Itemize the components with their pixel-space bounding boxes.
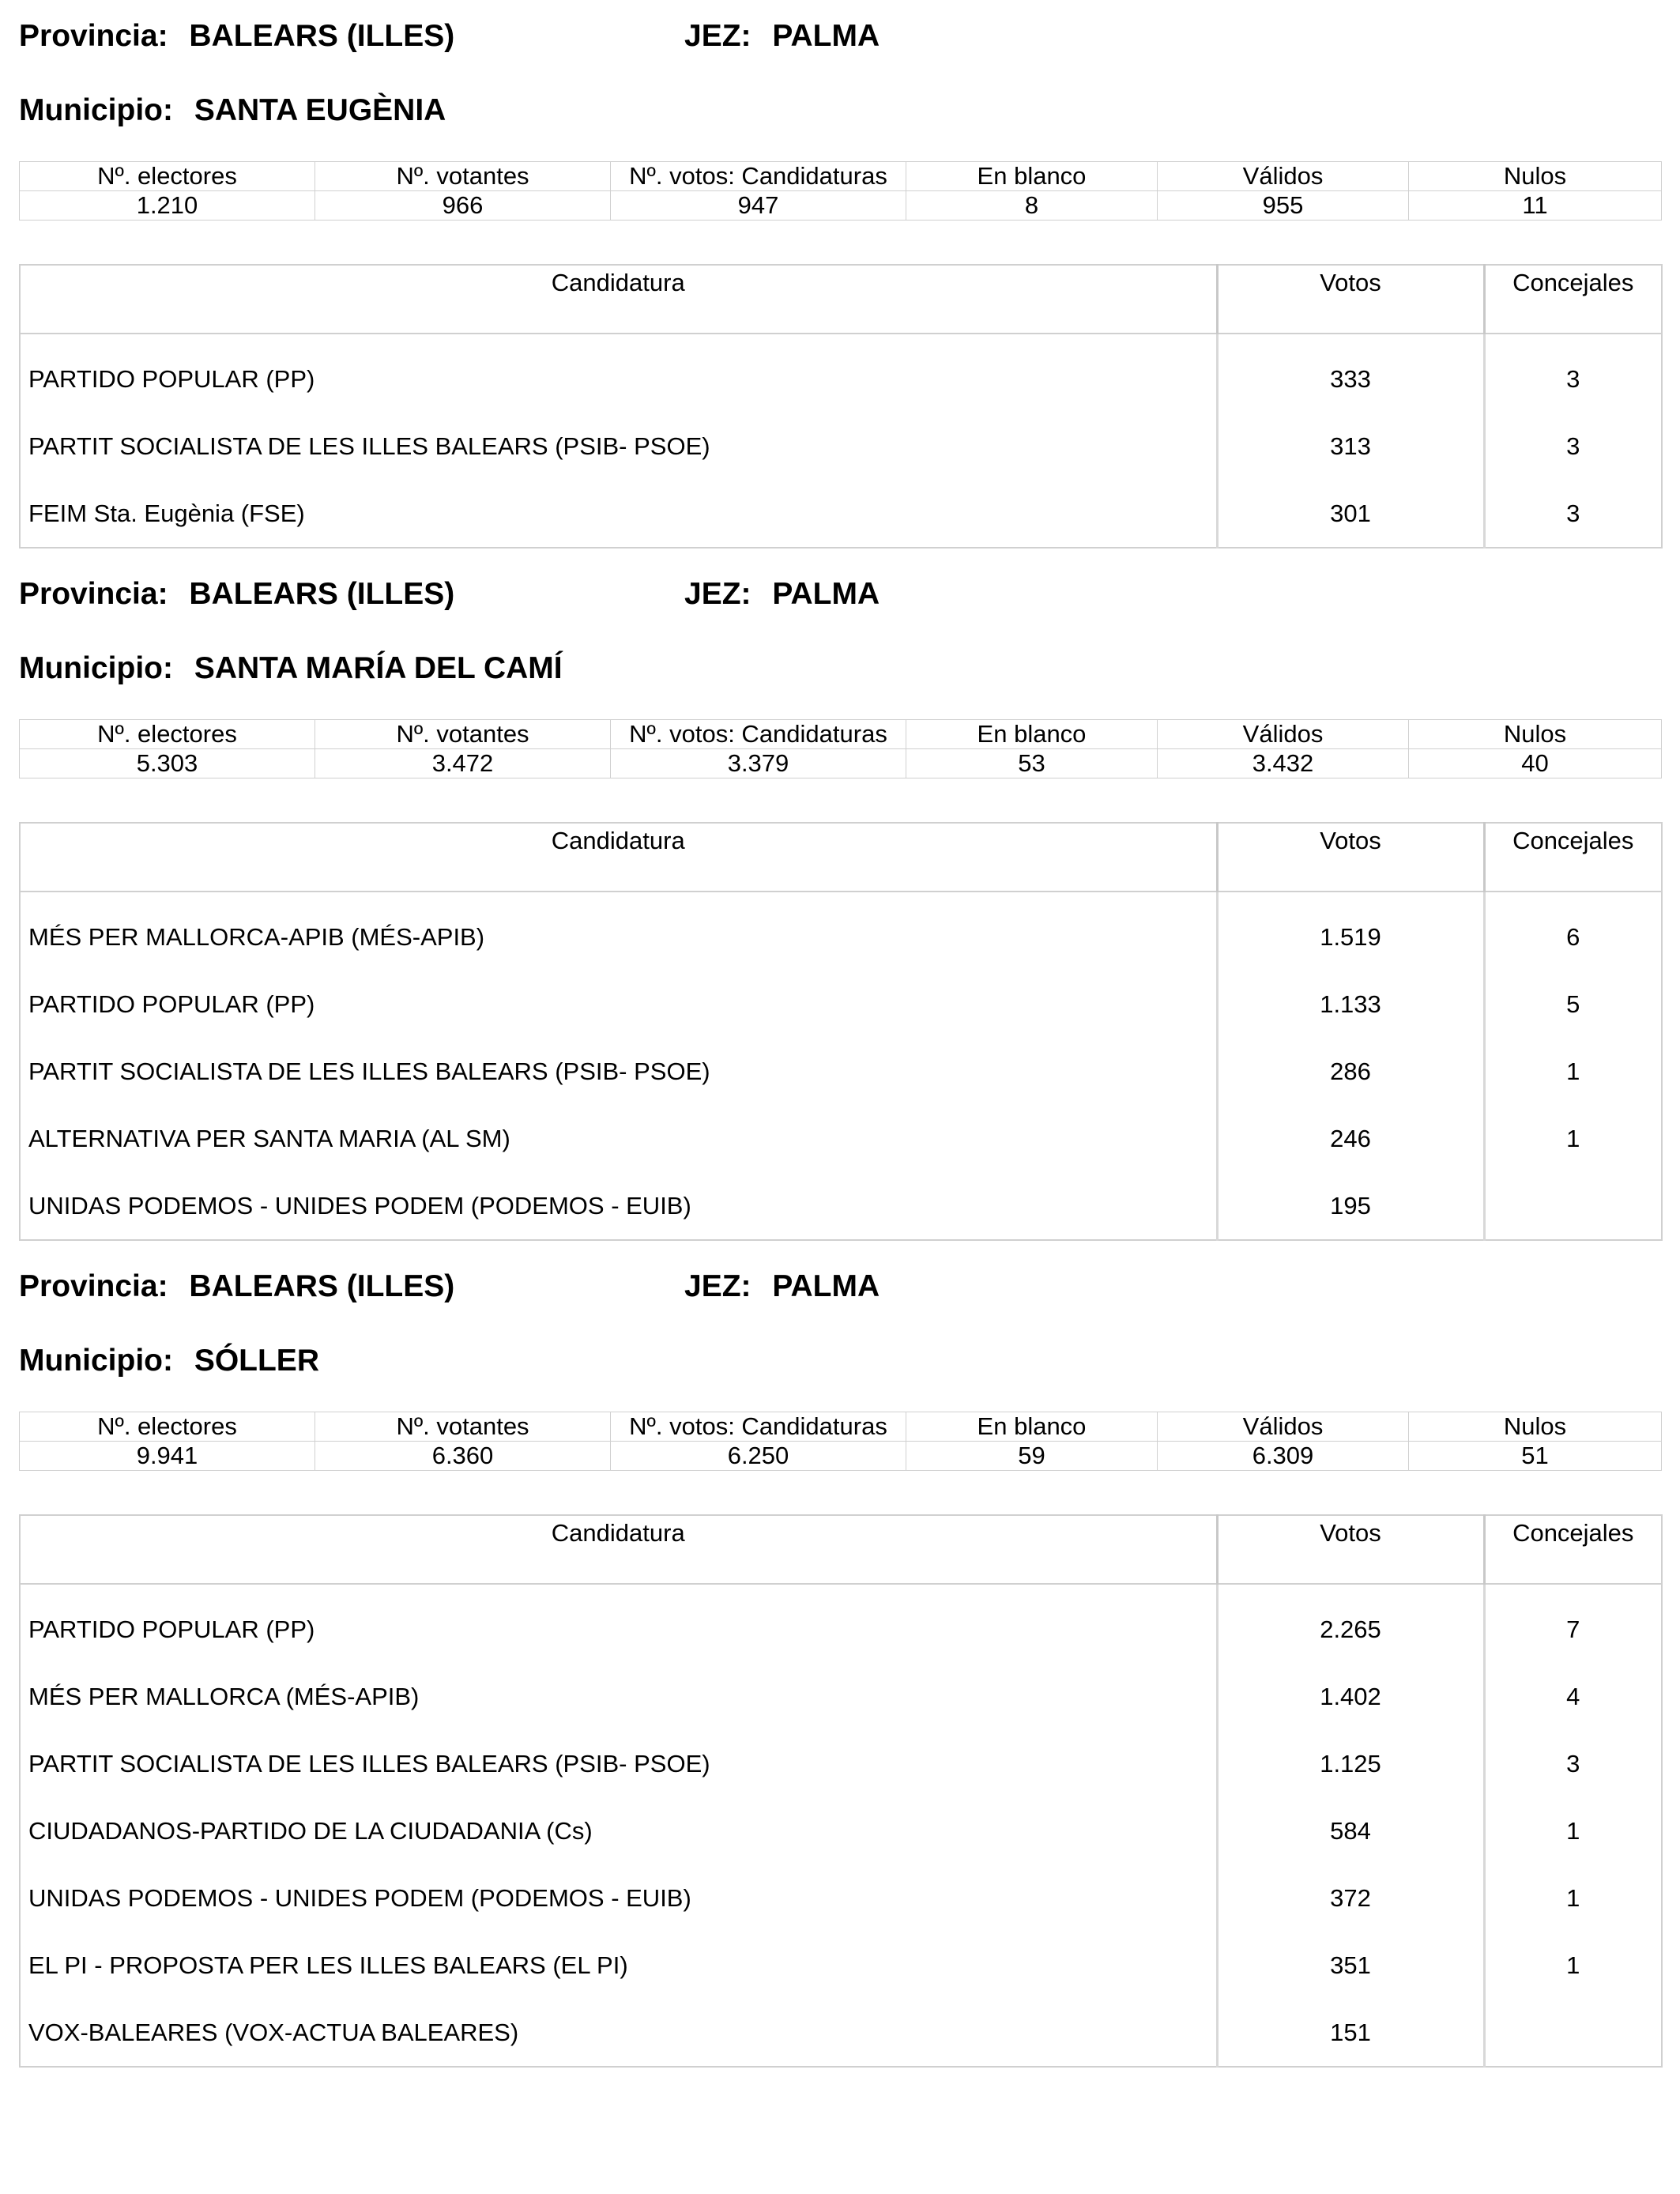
municipio-value: SANTA EUGÈNIA: [194, 93, 446, 127]
candidate-votos: 584: [1217, 1797, 1484, 1864]
jez-line: [684, 1263, 880, 1310]
table-row: [20, 1932, 1662, 1999]
summary-header-validos: Válidos: [1158, 1412, 1409, 1442]
municipio-line: [19, 1337, 319, 1385]
summary-header-votos-candidaturas: Nº. votos: Candidaturas: [611, 720, 906, 749]
candidate-votos: 195: [1217, 1172, 1484, 1240]
candidate-votos: 151: [1217, 1999, 1484, 2067]
summary-value-row: [20, 749, 1662, 778]
provincia-label: Provincia:: [19, 1269, 168, 1303]
summary-header-nulos: Nulos: [1409, 720, 1662, 749]
municipio-value: SÓLLER: [194, 1344, 319, 1378]
col-votos: Votos: [1217, 823, 1484, 892]
municipio-line: [19, 87, 446, 134]
table-row: [20, 1038, 1662, 1105]
table-row: [20, 480, 1662, 548]
candidate-concejales: 5: [1566, 990, 1580, 1018]
municipio-line: [19, 645, 563, 692]
candidate-votos: 1.133: [1217, 971, 1484, 1038]
col-concejales: Concejales: [1484, 265, 1662, 334]
col-concejales: Concejales: [1484, 1515, 1662, 1584]
col-candidatura: Candidatura: [20, 265, 1217, 334]
candidate-votos: 1.125: [1217, 1730, 1484, 1797]
candidates-header-row: [20, 265, 1662, 334]
candidates-table: [19, 822, 1663, 1241]
col-candidatura: Candidatura: [20, 1515, 1217, 1584]
table-row: [20, 1663, 1662, 1730]
municipio-value: SANTA MARÍA DEL CAMÍ: [194, 651, 563, 685]
col-votos: Votos: [1217, 265, 1484, 334]
summary-header-electores: Nº. electores: [20, 162, 315, 191]
summary-electores: 1.210: [20, 191, 315, 221]
table-row: [20, 1172, 1662, 1240]
candidate-name: UNIDAS PODEMOS - UNIDES PODEM (PODEMOS - EUIB): [20, 1864, 1217, 1932]
jez-line: [684, 13, 880, 60]
summary-validos: 955: [1158, 191, 1409, 221]
municipio-label: Municipio:: [19, 1344, 173, 1378]
summary-header-votos-candidaturas: Nº. votos: Candidaturas: [611, 1412, 906, 1442]
summary-nulos: 51: [1409, 1442, 1662, 1471]
candidate-votos: 2.265: [1217, 1596, 1484, 1663]
table-row: [20, 1105, 1662, 1172]
candidate-name: PARTIT SOCIALISTA DE LES ILLES BALEARS (PSIB- PSOE): [20, 1038, 1217, 1105]
candidate-name: MÉS PER MALLORCA (MÉS-APIB): [20, 1663, 1217, 1730]
summary-votantes: 3.472: [315, 749, 611, 778]
candidate-concejales: 7: [1566, 1615, 1580, 1643]
municipio-label: Municipio:: [19, 651, 173, 685]
candidate-name: PARTIDO POPULAR (PP): [20, 971, 1217, 1038]
provincia-value: BALEARS (ILLES): [189, 577, 455, 611]
summary-header-row: [20, 1412, 1662, 1442]
candidate-concejales: 1: [1566, 1816, 1580, 1845]
candidate-name: PARTIDO POPULAR (PP): [20, 1596, 1217, 1663]
col-votos: Votos: [1217, 1515, 1484, 1584]
candidates-table: [19, 264, 1663, 548]
summary-validos: 6.309: [1158, 1442, 1409, 1471]
summary-votos-candidaturas: 6.250: [611, 1442, 906, 1471]
candidate-votos: 1.402: [1217, 1663, 1484, 1730]
candidate-concejales: 3: [1566, 499, 1580, 527]
summary-header-votantes: Nº. votantes: [315, 162, 611, 191]
table-row: [20, 1864, 1662, 1932]
summary-en-blanco: 59: [906, 1442, 1158, 1471]
candidate-name: PARTIDO POPULAR (PP): [20, 345, 1217, 413]
table-row: [20, 1730, 1662, 1797]
summary-electores: 9.941: [20, 1442, 315, 1471]
provincia-line: [19, 1263, 454, 1310]
candidate-name: PARTIT SOCIALISTA DE LES ILLES BALEARS (PSIB- PSOE): [20, 1730, 1217, 1797]
candidate-votos: 246: [1217, 1105, 1484, 1172]
jez-line: [684, 571, 880, 618]
summary-votos-candidaturas: 3.379: [611, 749, 906, 778]
summary-header-nulos: Nulos: [1409, 1412, 1662, 1442]
summary-header-electores: Nº. electores: [20, 1412, 315, 1442]
table-row: [20, 345, 1662, 413]
candidate-votos: 372: [1217, 1864, 1484, 1932]
provincia-line: [19, 571, 454, 618]
table-row: [20, 1596, 1662, 1663]
summary-en-blanco: 8: [906, 191, 1158, 221]
jez-value: PALMA: [772, 19, 880, 53]
candidate-votos: 1.519: [1217, 903, 1484, 971]
spacer-row: [20, 892, 1662, 903]
candidate-concejales: 1: [1566, 1057, 1580, 1085]
summary-header-votantes: Nº. votantes: [315, 720, 611, 749]
provincia-label: Provincia:: [19, 19, 168, 53]
summary-header-row: [20, 162, 1662, 191]
candidate-concejales: [1484, 1999, 1662, 2067]
summary-header-row: [20, 720, 1662, 749]
candidates-header-row: [20, 1515, 1662, 1584]
summary-header-electores: Nº. electores: [20, 720, 315, 749]
summary-table: [19, 1412, 1662, 1471]
candidate-name: CIUDADANOS-PARTIDO DE LA CIUDADANIA (Cs): [20, 1797, 1217, 1864]
provincia-line: [19, 13, 454, 60]
candidate-concejales: 1: [1566, 1124, 1580, 1152]
candidate-name: PARTIT SOCIALISTA DE LES ILLES BALEARS (PSIB- PSOE): [20, 413, 1217, 480]
summary-validos: 3.432: [1158, 749, 1409, 778]
summary-votantes: 6.360: [315, 1442, 611, 1471]
candidate-name: MÉS PER MALLORCA-APIB (MÉS-APIB): [20, 903, 1217, 971]
summary-votos-candidaturas: 947: [611, 191, 906, 221]
summary-value-row: [20, 191, 1662, 221]
candidate-concejales: 1: [1566, 1951, 1580, 1979]
candidate-votos: 301: [1217, 480, 1484, 548]
candidate-concejales: 3: [1566, 364, 1580, 393]
jez-label: JEZ:: [684, 577, 751, 611]
candidate-concejales: 6: [1566, 922, 1580, 951]
candidate-name: EL PI - PROPOSTA PER LES ILLES BALEARS (EL PI): [20, 1932, 1217, 1999]
summary-header-nulos: Nulos: [1409, 162, 1662, 191]
col-candidatura: Candidatura: [20, 823, 1217, 892]
candidate-votos: 351: [1217, 1932, 1484, 1999]
summary-table: [19, 719, 1662, 778]
candidates-header-row: [20, 823, 1662, 892]
candidate-name: ALTERNATIVA PER SANTA MARIA (AL SM): [20, 1105, 1217, 1172]
candidate-votos: 313: [1217, 413, 1484, 480]
summary-electores: 5.303: [20, 749, 315, 778]
summary-en-blanco: 53: [906, 749, 1158, 778]
summary-nulos: 40: [1409, 749, 1662, 778]
provincia-label: Provincia:: [19, 577, 168, 611]
table-row: [20, 903, 1662, 971]
candidate-name: VOX-BALEARES (VOX-ACTUA BALEARES): [20, 1999, 1217, 2067]
summary-votantes: 966: [315, 191, 611, 221]
summary-header-en-blanco: En blanco: [906, 1412, 1158, 1442]
summary-table: [19, 161, 1662, 221]
table-row: [20, 1797, 1662, 1864]
candidate-concejales: 3: [1566, 1749, 1580, 1777]
summary-value-row: [20, 1442, 1662, 1471]
col-concejales: Concejales: [1484, 823, 1662, 892]
candidates-table: [19, 1514, 1663, 2068]
candidate-votos: 333: [1217, 345, 1484, 413]
spacer-row: [20, 334, 1662, 345]
candidate-name: FEIM Sta. Eugènia (FSE): [20, 480, 1217, 548]
summary-nulos: 11: [1409, 191, 1662, 221]
table-row: [20, 971, 1662, 1038]
summary-header-votantes: Nº. votantes: [315, 1412, 611, 1442]
summary-header-validos: Válidos: [1158, 720, 1409, 749]
summary-header-votos-candidaturas: Nº. votos: Candidaturas: [611, 162, 906, 191]
candidate-votos: 286: [1217, 1038, 1484, 1105]
spacer-row: [20, 1584, 1662, 1596]
summary-header-en-blanco: En blanco: [906, 720, 1158, 749]
jez-value: PALMA: [772, 1269, 880, 1303]
candidate-concejales: 3: [1566, 432, 1580, 460]
candidate-concejales: 1: [1566, 1883, 1580, 1912]
summary-header-en-blanco: En blanco: [906, 162, 1158, 191]
municipio-label: Municipio:: [19, 93, 173, 127]
table-row: [20, 413, 1662, 480]
jez-value: PALMA: [772, 577, 880, 611]
table-row: [20, 1999, 1662, 2067]
summary-header-validos: Válidos: [1158, 162, 1409, 191]
candidate-concejales: 4: [1566, 1682, 1580, 1710]
jez-label: JEZ:: [684, 1269, 751, 1303]
jez-label: JEZ:: [684, 19, 751, 53]
provincia-value: BALEARS (ILLES): [189, 19, 455, 53]
candidate-name: UNIDAS PODEMOS - UNIDES PODEM (PODEMOS - EUIB): [20, 1172, 1217, 1240]
candidate-concejales: [1484, 1172, 1662, 1240]
provincia-value: BALEARS (ILLES): [189, 1269, 455, 1303]
